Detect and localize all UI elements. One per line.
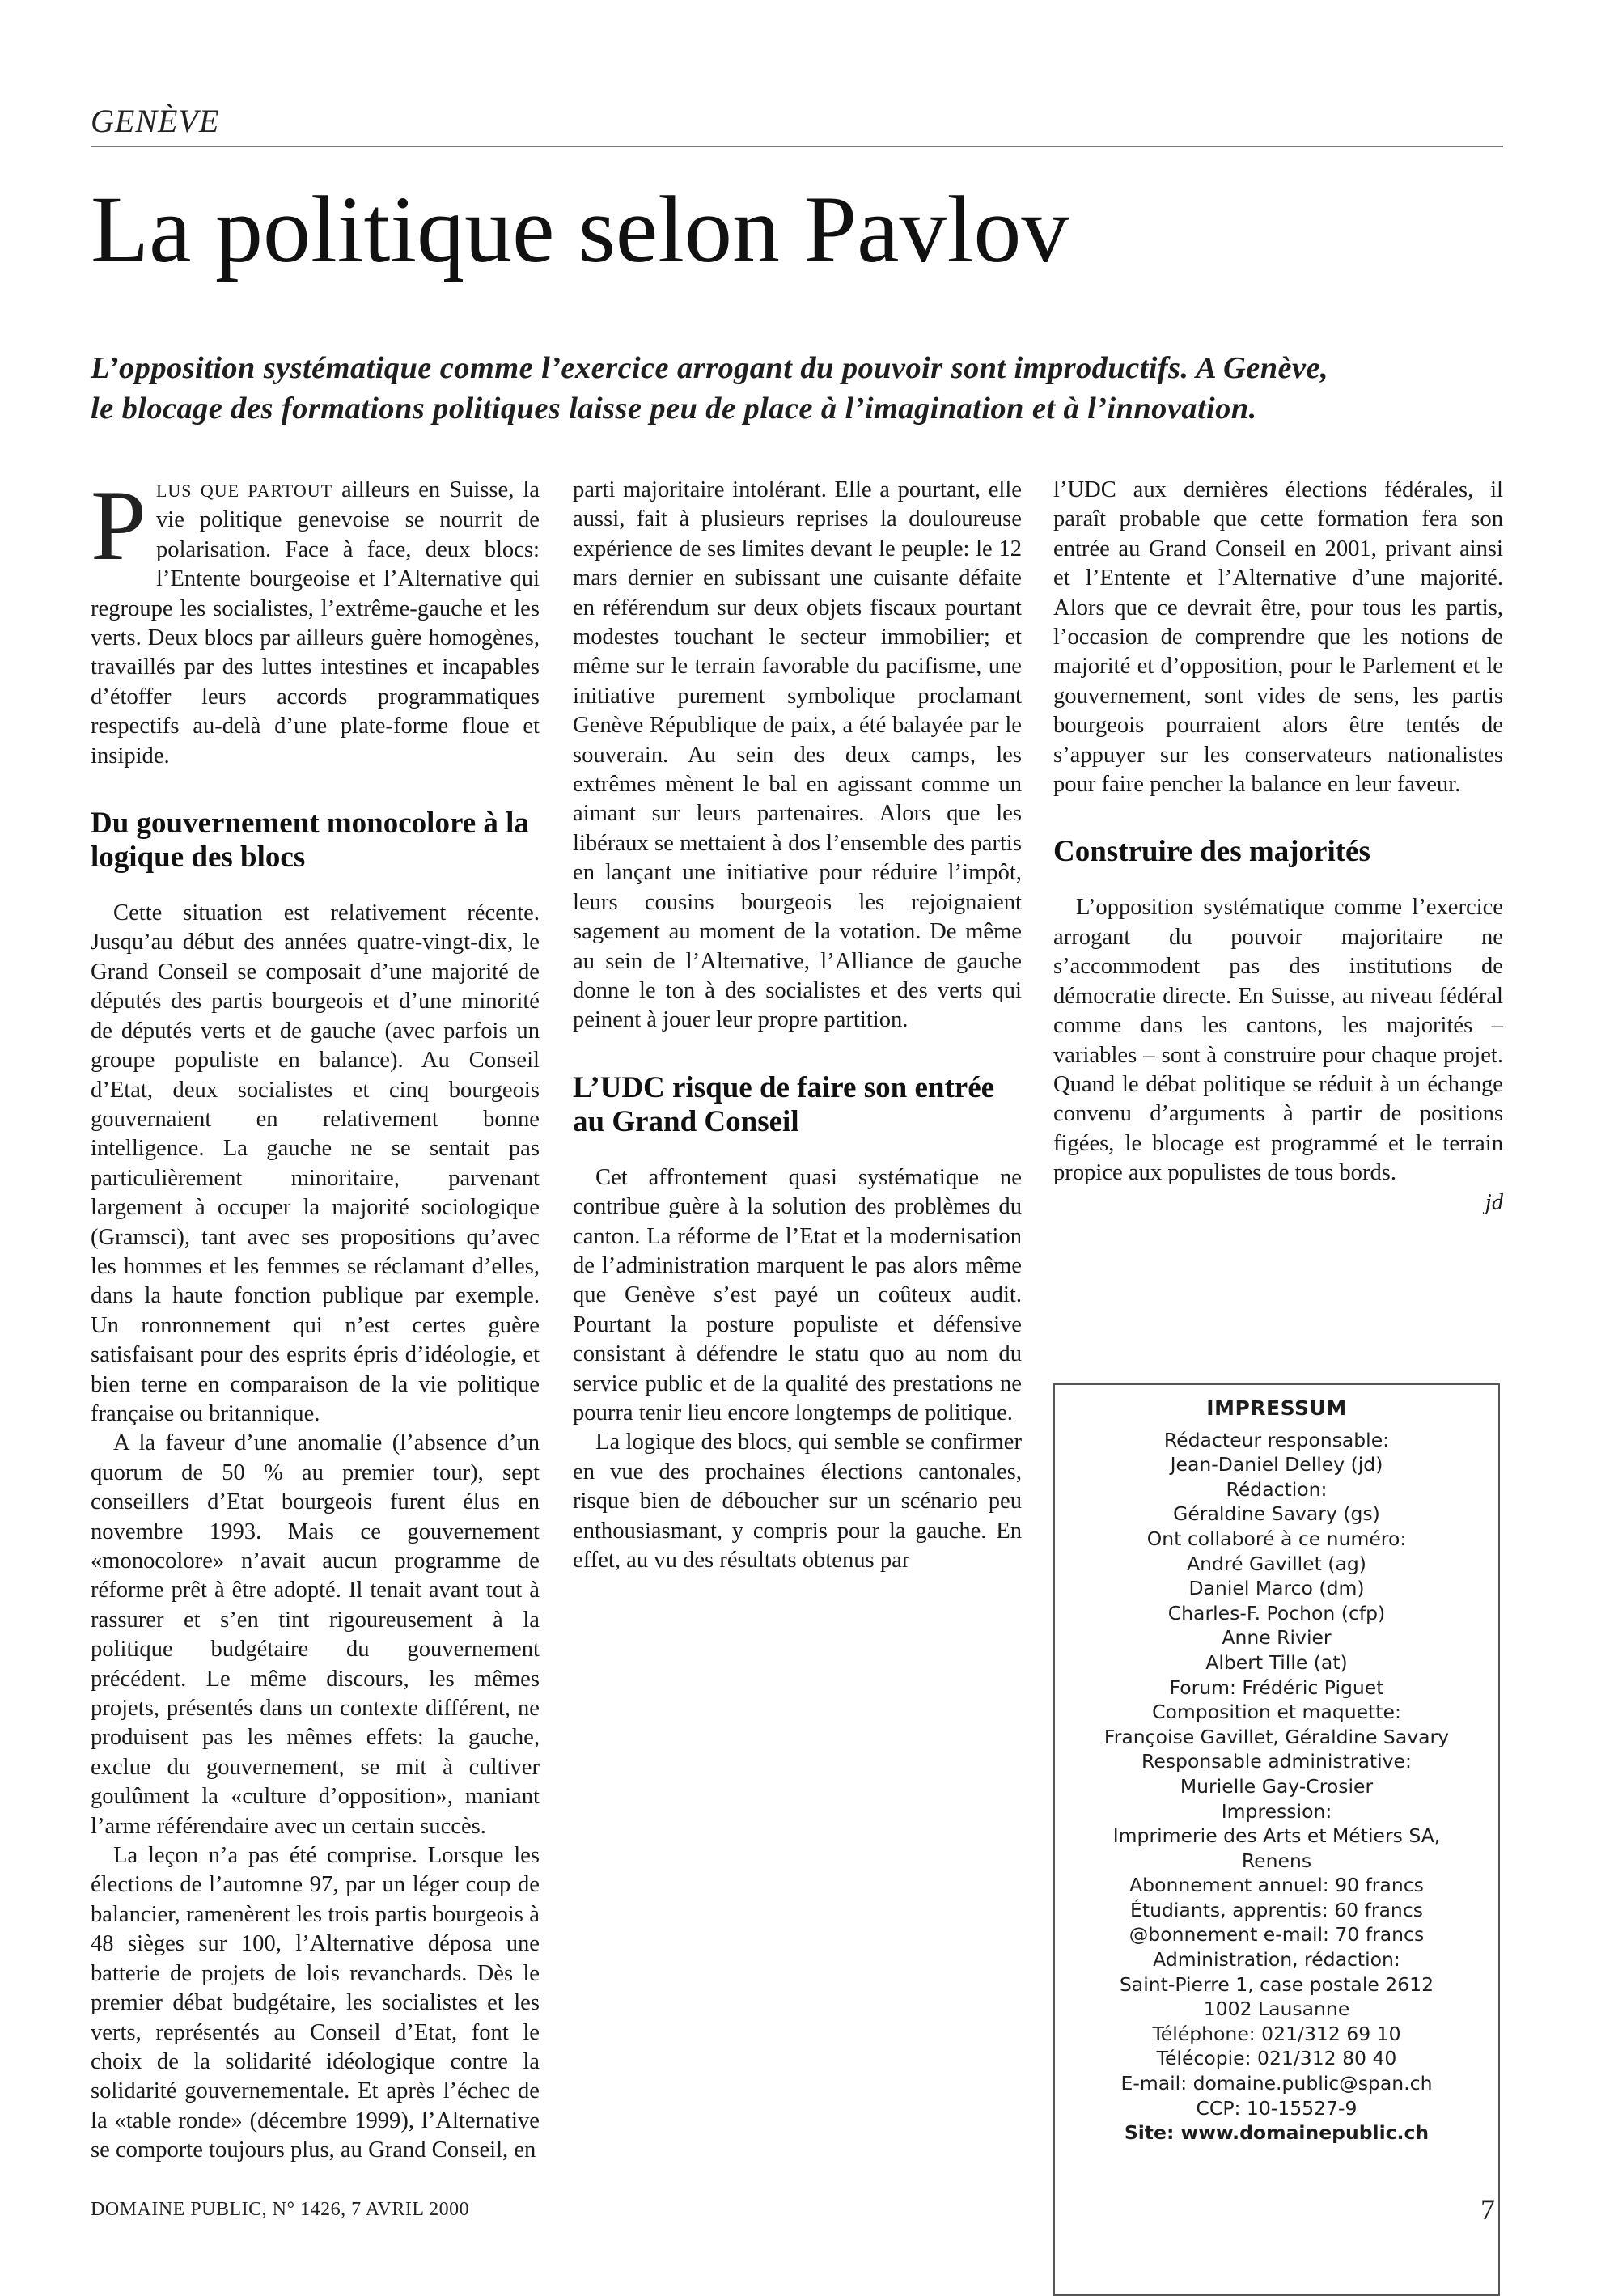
impressum-lines: [1055, 1428, 1498, 2121]
impressum-line: Charles-F. Pochon (cfp): [1167, 1601, 1386, 1625]
impressum-line: Anne Rivier: [1222, 1626, 1332, 1650]
article-paragraph: [91, 470, 540, 771]
headline: La politique selon Pavlov: [91, 176, 1069, 282]
impressum-line: Télécopie: 021/312 80 40: [1156, 2047, 1397, 2070]
impressum-line: Téléphone: 021/312 69 10: [1152, 2022, 1401, 2045]
article-paragraph: La leçon n’a pas été comprise. Lorsque les élections de l’automne 97, par un léger coup de balancier, ramenèrent les trois partis bourgeois à 48 sièges sur 100, l’Alternative déposa une batterie de projets de lois revanchards. Dès le premier débat budgétaire, les socialistes et les verts, représentés au Conseil d’Etat, font le choix de la solidarité idéologique contre la solidarité gouvernementale. Et après l’échec de la «table ronde» (décembre 1999), l’Alternative se comporte toujours plus, au Grand Conseil, en: [91, 1843, 540, 2163]
impressum-line: Impression:: [1221, 1799, 1332, 1823]
impressum-line: Renens: [1241, 1849, 1312, 1872]
article-paragraph-continued: parti majoritaire intolérant. Elle a pourtant, elle aussi, fait à plusieurs reprises la douloureuse expérience de ses limites devant le peuple: le 12 mars dernier en subissant une cuisante défaite en référendum sur deux objets fiscaux pourtant modestes touchant le secteur immobilier; et même sur le terrain favorable du pacifisme, une initiative purement symbolique proclamant Genève République de paix, a été balayée par le souverain. Au sein des deux camps, les extrêmes mènent le bal en agissant comme un aimant sur leurs partenaires. Alors que les libéraux se mettaient à dos l’ensemble des partis en lançant une initiative pour réduire l’impôt, leurs cousins bourgeois les rejoignaient sagement au moment de la votation. De même au sein de l’Alternative, l’Alliance de gauche donne le ton à des socialistes et des verts qui peinent à jouer leur propre partition.: [573, 477, 1022, 1033]
impressum-line: Jean-Daniel Delley (jd): [1170, 1453, 1383, 1476]
impressum-line: Ont collaboré à ce numéro:: [1146, 1527, 1407, 1550]
page-number: 7: [1480, 2193, 1495, 2226]
subheading: Construire des majorités: [1053, 835, 1370, 869]
article-paragraph: Cette situation est relativement récente. Jusqu’au début des années quatre-vingt-dix, le Grand Conseil se composait d’une majorité de députés des partis bourgeois et d’une minorité de députés verts et de gauche (avec parfois un groupe populiste en balance). Au Conseil d’Etat, deux socialistes et cinq bourgeois gouvernaient en relativement bonne intelligence. La gauche ne se sentait pas particulièrement minoritaire, parvenant largement à occuper la majorité sociologique (Gramsci), tant avec ses propositions qu’avec les hommes et les femmes se réclamant d’elles, dans la haute fonction publique par exemple. Un ronronnement qui n’est certes guère satisfaisant pour des esprits épris d’idéologie, et bien terne en comparaison de la vie politique française ou britannique.: [91, 900, 540, 1426]
article-column-2: [573, 476, 1022, 1575]
impressum-line: Albert Tille (at): [1205, 1650, 1348, 1674]
article-paragraph: L’opposition systématique comme l’exercice arrogant du pouvoir majoritaire ne s’accommodent pas des institutions de démocratie directe. En Suisse, au niveau fédéral comme dans les cantons, les majorités – variables – sont à construire pour chaque projet. Quand le débat politique se réduit à un échange convenu d’arguments à partir de positions figées, le blocage est programmé et le terrain propice aux populistes de tous bords.: [1053, 895, 1503, 1186]
impressum-line: André Gavillet (ag): [1187, 1552, 1366, 1575]
article-paragraph: La logique des blocs, qui semble se confirmer en vue des prochaines élections cantonales, risque bien de déboucher sur un scénario peu enthousiasmant, y compris pour la gauche. En effet, au vu des résultats obtenus par: [573, 1430, 1022, 1573]
smallcaps-opening: LUS QUE PARTOUT: [155, 481, 333, 501]
article-column-1: [91, 470, 540, 2166]
impressum-line: Administration, rédaction:: [1153, 1948, 1400, 1972]
impressum-line: Françoise Gavillet, Géraldine Savary: [1103, 1725, 1450, 1748]
impressum-line: Responsable administrative:: [1141, 1750, 1412, 1773]
drop-cap: P: [91, 470, 146, 581]
impressum-line: Composition et maquette:: [1152, 1701, 1401, 1724]
article-paragraph: A la faveur d’une anomalie (l’absence d’un quorum de 50 % au premier tour), sept conseillers d’Etat bourgeois furent élus en novembre 1993. Mais ce gouvernement «monocolore» n’avait aucun programme de réforme prêt à être adopté. Il tenait avant tout à rassurer et s’en tint rigoureusement à la politique budgétaire du gouvernement précédent. Le même discours, les mêmes projets, présentés dans un contexte différent, ne produisent pas les mêmes effets: la gauche, exclue du gouvernement, se mit à cultiver goulûment la «culture d’opposition», maniant l’arme référendaire avec un certain succès.: [91, 1430, 540, 1839]
impressum-line: CCP: 10-15527-9: [1196, 2096, 1358, 2120]
impressum-line: Étudiants, apprentis: 60 francs: [1130, 1898, 1423, 1921]
impressum-line: Saint-Pierre 1, case postale 2612: [1119, 1972, 1434, 1996]
impressum-line: @bonnement e-mail: 70 francs: [1129, 1923, 1425, 1947]
article-paragraph: l’UDC aux dernières élections fédérales, il paraît probable que cette formation fera son entrée au Grand Conseil en 2001, privant ainsi et l’Entente et l’Alternative d’une majorité. Alors que ce devrait être, pour tous les partis, l’occasion de comprendre que les notions de majorité et d’opposition, pour le Parlement et le gouvernement, sont vides de sens, les partis bourgeois pourraient alors être tentés de s’appuyer sur les conservateurs nationalistes pour faire pencher la balance en leur faveur.: [1053, 477, 1503, 798]
impressum-line: Géraldine Savary (gs): [1173, 1502, 1380, 1526]
impressum-line: Abonnement annuel: 90 francs: [1129, 1874, 1424, 1897]
footer-issue: DOMAINE PUBLIC, N° 1426, 7 AVRIL 2000: [91, 2199, 470, 2220]
impressum-box: [1053, 1383, 1500, 2296]
header-rule: [91, 146, 1503, 147]
section-label: GENÈVE: [91, 103, 220, 139]
impressum-line: Daniel Marco (dm): [1188, 1577, 1365, 1600]
impressum-title: IMPRESSUM: [1206, 1396, 1347, 1420]
paragraph-text: ailleurs en Suisse, la vie politique genevoise se nourrit de polarisation. Face à face, deux blocs: l’Entente bourgeoise et l’Alternative qui regroupe les socialistes, l’extrême-gauche et les verts. Deux blocs par ailleurs guère homogènes, travaillés par des luttes intestines et incapables d’étoffer leurs accords programmatiques respectifs au-delà d’une plate-forme floue et insipide.: [91, 477, 540, 769]
author-signature: jd: [1485, 1189, 1503, 1215]
article-paragraph: Cet affrontement quasi systématique ne contribue guère à la solution des problèmes du canton. La réforme de l’Etat et la modernisation de l’administration marquent le pas alors même que Genève s’est payé un coûteux audit. Pourtant la posture populiste et défensive consistant à défendre le statu quo au nom du service public et de la qualité des prestations ne pourra tenir lieu encore longtemps de politique.: [573, 1164, 1022, 1425]
impressum-line: E-mail: domaine.public@span.ch: [1120, 2072, 1433, 2095]
lead-paragraph: L’opposition systématique comme l’exercice arrogant du pouvoir sont improductifs. A Genève, le blocage des formations politiques laisse peu de place à l’imagination et à l’innovation.: [91, 351, 1329, 426]
subheading: Du gouvernement monocolore à la logique des blocs: [91, 807, 529, 875]
subheading: L’UDC risque de faire son entrée au Grand Conseil: [573, 1070, 995, 1138]
impressum-line: Rédacteur responsable:: [1163, 1428, 1390, 1451]
impressum-line: Rédaction:: [1226, 1477, 1328, 1501]
impressum-site: Site: www.domainepublic.ch: [1124, 2121, 1430, 2145]
impressum-line: Imprimerie des Arts et Métiers SA,: [1112, 1824, 1441, 1848]
article-column-3: [1053, 476, 1503, 1218]
impressum-line: Forum: Frédéric Piguet: [1169, 1675, 1384, 1699]
impressum-line: 1002 Lausanne: [1203, 1997, 1350, 2021]
impressum-line: Murielle Gay-Crosier: [1180, 1774, 1374, 1798]
